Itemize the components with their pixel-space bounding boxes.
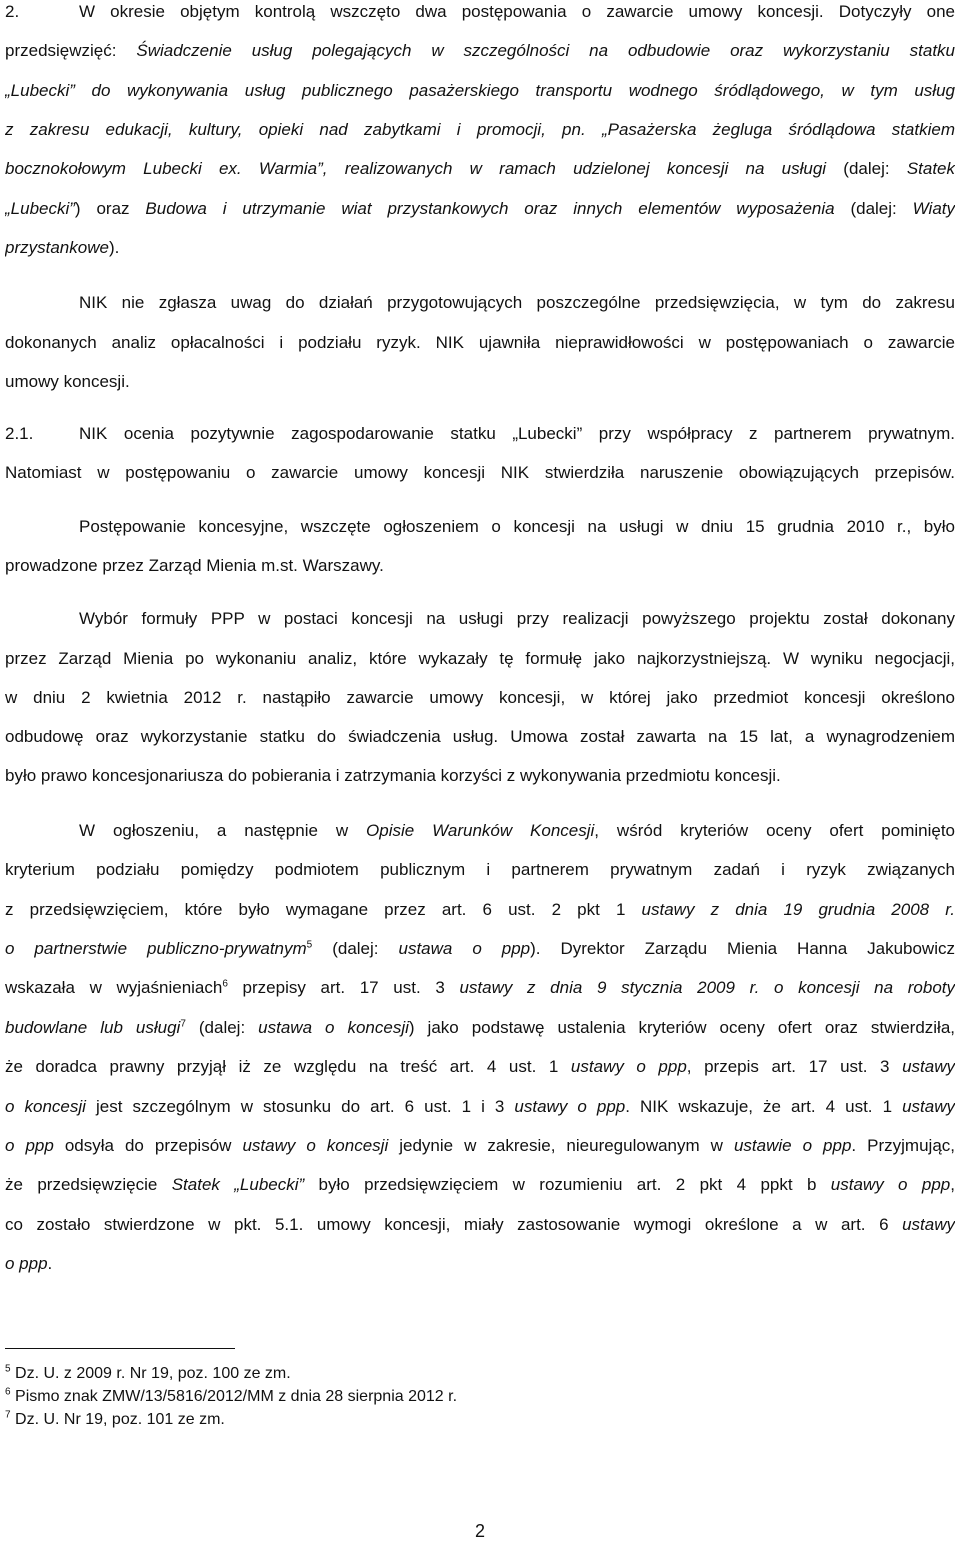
paragraph-line: Natomiast w postępowaniu o zawarcie umowy koncesji NIK stwierdziła naruszenie obowiązujących przepisów. [5, 463, 955, 482]
paragraph-line: Postępowanie koncesyjne, wszczęte ogłoszeniem o koncesji na usługi w dniu 15 grudnia 2010 r., było [79, 517, 955, 536]
paragraph-line: było prawo koncesjonariusza do pobierania i zatrzymania korzyści z wykonywania przedmiotu koncesji. [5, 766, 781, 785]
paragraph-line: budowlane lub usługi$^7$ (dalej: ustawa o koncesji) jako podstawę ustalenia kryteriów oceny ofert oraz stwierdziła, [5, 1018, 955, 1037]
paragraph-line: NIK nie zgłasza uwag do działań przygotowujących poszczególne przedsięwzięcia, w tym do zakresu [79, 293, 955, 312]
paragraph-line: bocznokołowym Lubecki ex. Warmia”, realizowanych w ramach udzielonej koncesji na usługi (dalej: Statek [5, 159, 955, 178]
paragraph-line: że przedsięwzięcie Statek „Lubecki” było przedsięwzięciem w rozumieniu art. 2 pkt 4 ppkt b ustawy o ppp, [5, 1175, 955, 1194]
footnote-divider [5, 1348, 235, 1349]
paragraph-line: odbudowę oraz wykorzystanie statku do świadczenia usług. Umowa został zawarta na 15 lat, a wynagrodzeniem [5, 727, 955, 746]
footnote-text: Dz. U. z 2009 r. Nr 19, poz. 100 ze zm. [15, 1365, 291, 1382]
paragraph-line: o ppp. [5, 1254, 53, 1273]
subsection-number: 2.1. [5, 424, 34, 443]
section-number: 2. [5, 2, 20, 21]
paragraph-line: prowadzone przez Zarząd Mienia m.st. Warszawy. [5, 556, 384, 575]
paragraph-line: „Lubecki” do wykonywania usług publicznego pasażerskiego transportu wodnego śródlądowego, w tym usług [5, 81, 955, 100]
footnote-mark: 5 [5, 1363, 11, 1375]
footnote [5, 1409, 225, 1431]
paragraph-line: z zakresu edukacji, kultury, opieki nad zabytkami i promocji, pn. „Pasażerska żegluga śródlądowa statkiem [5, 120, 955, 139]
paragraph-line: NIK ocenia pozytywnie zagospodarowanie statku „Lubecki” przy współpracy z partnerem prywatnym. [79, 424, 955, 443]
footnote-text: Pismo znak ZMW/13/5816/2012/MM z dnia 28 sierpnia 2012 r. [15, 1388, 458, 1405]
paragraph-line: dokonanych analiz opłacalności i podziału ryzyk. NIK ujawniła nieprawidłowości w postępowaniach o zawarcie [5, 333, 955, 352]
paragraph-line: „Lubecki”) oraz Budowa i utrzymanie wiat przystankowych oraz innych elementów wyposażenia (dalej: Wiaty [5, 199, 955, 218]
page-number: 2 [474, 1521, 485, 1541]
paragraph-line: co zostało stwierdzone w pkt. 5.1. umowy koncesji, miały zastosowanie wymogi określone a w art. 6 ustawy [5, 1215, 955, 1234]
paragraph-line: w dniu 2 kwietnia 2012 r. nastąpiło zawarcie umowy koncesji, w której jako przedmiot koncesji określono [5, 688, 955, 707]
paragraph-line: W ogłoszeniu, a następnie w Opisie Warunków Koncesji, wśród kryteriów oceny ofert pominięto [79, 821, 955, 840]
paragraph-line: przez Zarząd Mienia po wykonaniu analiz, które wykazały tę formułę jako najkorzystniejszą. W wyniku negocjacji, [5, 649, 955, 668]
paragraph-line: kryterium podziału pomiędzy podmiotem publicznym i partnerem prywatnym zadań i ryzyk związanych [5, 860, 955, 879]
footnote [5, 1363, 291, 1385]
paragraph-line: przedsięwzięć: Świadczenie usług polegających w szczególności na odbudowie oraz wykorzystaniu statku [5, 41, 955, 60]
footnote [5, 1386, 457, 1408]
paragraph-line: o ppp odsyła do przepisów ustawy o koncesji jedynie w zakresie, nieuregulowanym w ustawie o ppp. Przyjmując, [5, 1136, 955, 1155]
paragraph-line: W okresie objętym kontrolą wszczęto dwa postępowania o zawarcie umowy koncesji. Dotyczyły one [79, 2, 955, 21]
paragraph-line: przystankowe). [5, 238, 120, 257]
paragraph-line: umowy koncesji. [5, 372, 130, 391]
paragraph-line: wskazała w wyjaśnieniach$^6$ przepisy art. 17 ust. 3 ustawy z dnia 9 stycznia 2009 r. o koncesji na roboty [5, 978, 955, 997]
paragraph-line: z przedsięwzięciem, które było wymagane przez art. 6 ust. 2 pkt 1 ustawy z dnia 19 grudnia 2008 r. [5, 900, 955, 919]
footnote-mark: 6 [5, 1386, 11, 1398]
paragraph-line: o koncesji jest szczególnym w stosunku do art. 6 ust. 1 i 3 ustawy o ppp. NIK wskazuje, że art. 4 ust. 1 ustawy [5, 1097, 955, 1116]
footnote-text: Dz. U. Nr 19, poz. 101 ze zm. [15, 1411, 225, 1428]
paragraph-line: Wybór formuły PPP w postaci koncesji na usługi przy realizacji powyższego projektu został dokonany [79, 609, 955, 628]
paragraph-line: o partnerstwie publiczno-prywatnym$^5$ (dalej: ustawa o ppp). Dyrektor Zarządu Mienia Hanna Jakubowicz [5, 939, 955, 958]
paragraph-line: że doradca prawny przyjął iż ze względu na treść art. 4 ust. 1 ustawy o ppp, przepis art. 17 ust. 3 ustawy [5, 1057, 955, 1076]
footnote-mark: 7 [5, 1409, 11, 1421]
